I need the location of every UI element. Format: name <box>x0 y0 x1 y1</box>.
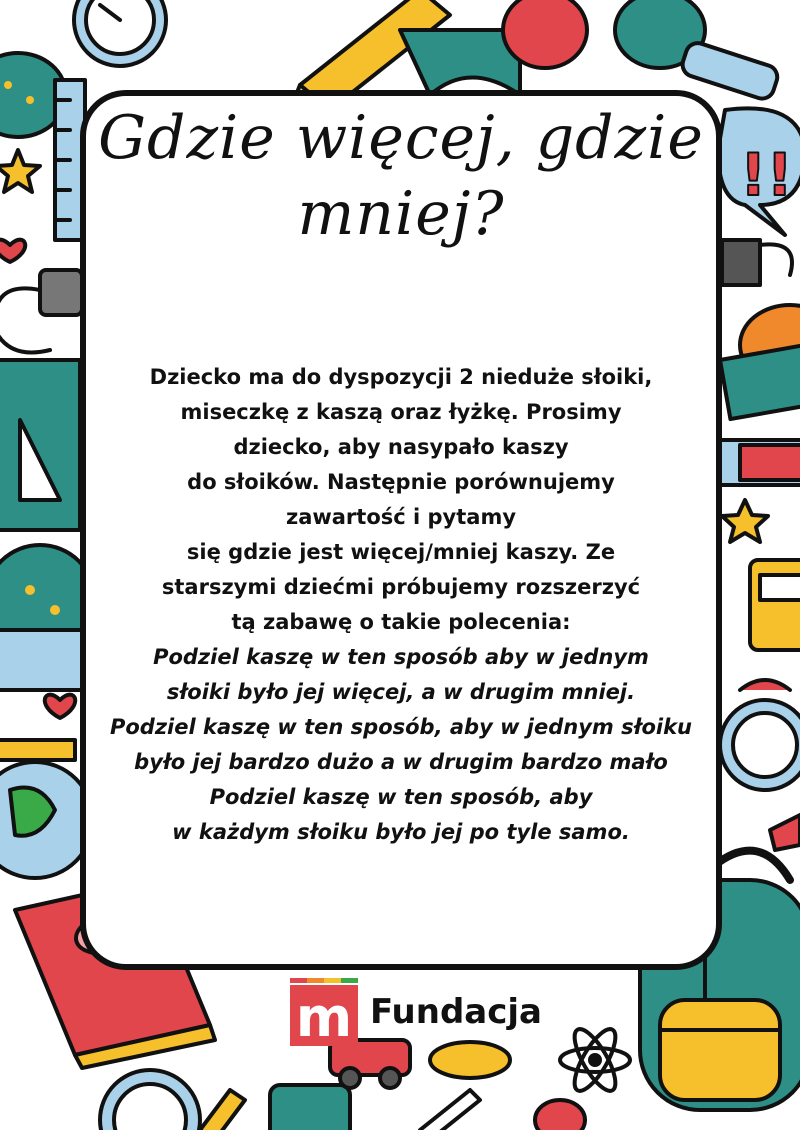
italic-text-line: Podziel kaszę w ten sposób, aby w jednym słoiku <box>109 715 693 739</box>
pen-bottom-icon <box>420 1090 480 1130</box>
star-right-icon <box>722 500 768 542</box>
italic-text-line: Podziel kaszę w ten sposób aby w jednym <box>153 645 649 669</box>
car-icon <box>330 1040 410 1088</box>
text-line: tą zabawę o takie polecenia: <box>231 610 571 634</box>
star-icon <box>0 150 40 192</box>
title-line-2: mniej? <box>297 179 505 249</box>
pencil-case-icon <box>270 1085 350 1130</box>
text-line: się gdzie jest więcej/mniej kaszy. Ze <box>186 540 616 564</box>
notebook-stack-icon <box>720 343 800 485</box>
alarm-clock-icon <box>74 0 166 66</box>
calculator-icon <box>750 560 800 650</box>
italic-text-line: w każdym słoiku było jej po tyle samo. <box>172 820 630 844</box>
triangle-ruler-icon <box>400 30 520 95</box>
logo-text: Fundacja <box>370 992 542 1032</box>
instructions-text <box>86 360 716 850</box>
italic-text-line: słoiki było jej więcej, a w drugim mniej. <box>166 680 636 704</box>
apple-icon <box>503 0 587 68</box>
text-line: miseczkę z kaszą oraz łyżkę. Prosimy <box>180 400 622 424</box>
heart-left-icon <box>45 695 75 718</box>
text-line: zawartość i pytamy <box>285 505 517 529</box>
set-square-icon <box>0 360 80 530</box>
logo-letter: m <box>295 986 353 1046</box>
text-line: starszymi dziećmi próbujemy rozszerzyć <box>161 575 641 599</box>
banana-icon <box>430 1042 510 1078</box>
speech-bubble-icon <box>718 108 800 235</box>
text-line: Dziecko ma do dyspozycji 2 nieduże słoiki, <box>149 365 653 389</box>
logo-mark-icon <box>290 978 358 1046</box>
svg-text:!!: !! <box>740 141 793 209</box>
tape-icon <box>0 270 82 353</box>
crayon-icon <box>770 815 800 850</box>
italic-text-line: Podziel kaszę w ten sposób, aby <box>209 785 593 809</box>
flask-right-icon <box>615 0 780 102</box>
pencil-bottom-icon <box>200 1090 245 1130</box>
page-title <box>86 100 716 252</box>
clock-bottom-icon <box>100 1070 200 1130</box>
text-line: dziecko, aby nasypało kaszy <box>233 435 569 459</box>
clock-right-icon <box>720 680 800 790</box>
atom-icon <box>560 1024 630 1097</box>
title-line-1: Gdzie więcej, gdzie <box>98 103 704 173</box>
italic-text-line: było jej bardzo dużo a w drugim bardzo mało <box>134 750 668 774</box>
apple-bottom-icon <box>535 1100 585 1130</box>
heart-icon <box>0 240 25 262</box>
binder-clip-icon <box>722 240 792 285</box>
text-line: do słoików. Następnie porównujemy <box>187 470 615 494</box>
fundacja-logo <box>290 978 542 1046</box>
